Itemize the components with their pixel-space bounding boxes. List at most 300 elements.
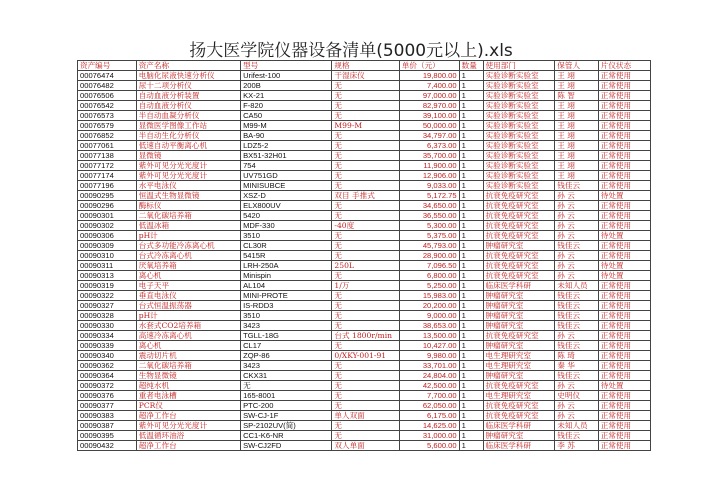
cell-asset-id: 00090306 [78, 231, 137, 241]
cell-quantity: 1 [459, 391, 483, 401]
cell-unit-price: 15,983.00 [399, 291, 459, 301]
cell-department: 抗衰免疫研究室 [483, 211, 555, 221]
table-row [78, 71, 651, 81]
cell-spec: 无 [332, 371, 399, 381]
cell-unit-price: 7,400.00 [399, 81, 459, 91]
cell-asset-name: 自动血液分析装置 [136, 91, 240, 101]
cell-unit-price: 36,550.00 [399, 211, 459, 221]
cell-custodian: 王 翊 [555, 161, 598, 171]
cell-spec: 无 [332, 101, 399, 111]
table-row [78, 351, 651, 361]
cell-status: 正常使用 [598, 431, 650, 441]
cell-status: 正常使用 [598, 101, 650, 111]
cell-department: 临床医学科研 [483, 441, 555, 451]
cell-model: AL104 [241, 281, 332, 291]
cell-asset-id: 00077196 [78, 181, 137, 191]
cell-department: 电生理研究室 [483, 361, 555, 371]
cell-quantity: 1 [459, 381, 483, 391]
cell-asset-id: 00076852 [78, 131, 137, 141]
cell-status: 正常使用 [598, 111, 650, 121]
cell-department: 抗衰免疫研究室 [483, 231, 555, 241]
cell-department: 肿瘤研究室 [483, 291, 555, 301]
cell-model: CKX31 [241, 371, 332, 381]
cell-custodian: 陈 琦 [555, 351, 598, 361]
cell-department: 实验诊断实验室 [483, 131, 555, 141]
cell-model: CL30R [241, 241, 332, 251]
table-row [78, 261, 651, 271]
cell-model: 165-8001 [241, 391, 332, 401]
cell-status: 正常使用 [598, 331, 650, 341]
cell-unit-price: 50,000.00 [399, 121, 459, 131]
table-row [78, 401, 651, 411]
cell-unit-price: 33,701.00 [399, 361, 459, 371]
cell-unit-price: 19,800.00 [399, 71, 459, 81]
table-row [78, 281, 651, 291]
table-row [78, 421, 651, 431]
cell-asset-name: 震动切片机 [136, 351, 240, 361]
cell-asset-id: 00077174 [78, 171, 137, 181]
cell-department: 实验诊断实验室 [483, 161, 555, 171]
cell-unit-price: 82,970.00 [399, 101, 459, 111]
cell-department: 实验诊断实验室 [483, 121, 555, 131]
cell-status: 正常使用 [598, 171, 650, 181]
cell-quantity: 1 [459, 171, 483, 181]
cell-department: 实验诊断实验室 [483, 171, 555, 181]
cell-spec: 1/万 [332, 281, 399, 291]
cell-asset-id: 00090310 [78, 251, 137, 261]
cell-asset-name: pH计 [136, 311, 240, 321]
cell-status: 正常使用 [598, 161, 650, 171]
cell-department: 实验诊断实验室 [483, 111, 555, 121]
cell-asset-name: 台式恒温振荡器 [136, 301, 240, 311]
cell-asset-name: 厌氧培养箱 [136, 261, 240, 271]
cell-quantity: 1 [459, 421, 483, 431]
cell-asset-name: 电子天平 [136, 281, 240, 291]
cell-spec: 无 [332, 311, 399, 321]
cell-department: 抗衰免疫研究室 [483, 201, 555, 211]
cell-unit-price: 6,175.00 [399, 411, 459, 421]
cell-unit-price: 34,650.00 [399, 201, 459, 211]
table-row [78, 251, 651, 261]
cell-asset-id: 00090364 [78, 371, 137, 381]
cell-custodian: 孙 云 [555, 231, 598, 241]
cell-custodian: 孙 云 [555, 211, 598, 221]
cell-spec: 无 [332, 361, 399, 371]
cell-model: ELX800UV [241, 201, 332, 211]
cell-asset-id: 00090301 [78, 211, 137, 221]
cell-asset-name: 显微医学图像工作站 [136, 121, 240, 131]
cell-model: MINISUBCE [241, 181, 332, 191]
table-row [78, 431, 651, 441]
cell-unit-price: 42,500.00 [399, 381, 459, 391]
header-asset-name: 资产名称 [136, 61, 240, 71]
cell-department: 肿瘤研究室 [483, 431, 555, 441]
cell-spec: 无 [332, 251, 399, 261]
table-row [78, 341, 651, 351]
cell-custodian: 未知人员 [555, 421, 598, 431]
cell-custodian: 钱佳云 [555, 241, 598, 251]
cell-model: Urifest-100 [241, 71, 332, 81]
cell-model: 无 [241, 381, 332, 391]
cell-status: 正常使用 [598, 201, 650, 211]
header-quantity: 数量 [459, 61, 483, 71]
cell-custodian: 王 翊 [555, 81, 598, 91]
cell-asset-name: 显微镜 [136, 151, 240, 161]
table-row [78, 101, 651, 111]
cell-spec: 无 [332, 381, 399, 391]
header-department: 使用部门 [483, 61, 555, 71]
cell-department: 实验诊断实验室 [483, 151, 555, 161]
cell-asset-id: 00090295 [78, 191, 137, 201]
cell-spec: 无 [332, 231, 399, 241]
table-row [78, 141, 651, 151]
cell-quantity: 1 [459, 91, 483, 101]
cell-custodian: 王 翊 [555, 71, 598, 81]
cell-asset-name: 低温循环油浴 [136, 431, 240, 441]
cell-asset-id: 00090296 [78, 201, 137, 211]
cell-custodian: 孙 云 [555, 271, 598, 281]
cell-spec: 250L [332, 261, 399, 271]
cell-spec: 无 [332, 171, 399, 181]
cell-custodian: 钱佳云 [555, 431, 598, 441]
cell-department: 电生理研究室 [483, 351, 555, 361]
cell-unit-price: 9,033.00 [399, 181, 459, 191]
cell-custodian: 钱佳云 [555, 291, 598, 301]
cell-spec: 无 [332, 91, 399, 101]
cell-quantity: 1 [459, 221, 483, 231]
cell-asset-id: 00090376 [78, 391, 137, 401]
cell-spec: 无 [332, 241, 399, 251]
cell-asset-name: 酶标仪 [136, 201, 240, 211]
cell-model: MINI-PROTE [241, 291, 332, 301]
cell-spec: 无 [332, 161, 399, 171]
cell-asset-name: 生物显微镜 [136, 371, 240, 381]
cell-asset-id: 00076474 [78, 71, 137, 81]
header-row [78, 61, 651, 71]
cell-status: 正常使用 [598, 141, 650, 151]
cell-asset-name: 尿十二项分析仪 [136, 81, 240, 91]
cell-department: 抗衰免疫研究室 [483, 411, 555, 421]
cell-unit-price: 34,797.00 [399, 131, 459, 141]
cell-quantity: 1 [459, 71, 483, 81]
cell-asset-id: 00090377 [78, 401, 137, 411]
cell-department: 肿瘤研究室 [483, 301, 555, 311]
header-model: 型号 [241, 61, 332, 71]
cell-model: TGLL-18G [241, 331, 332, 341]
cell-status: 待处置 [598, 271, 650, 281]
cell-model: 3423 [241, 361, 332, 371]
cell-quantity: 1 [459, 131, 483, 141]
cell-asset-id: 00076579 [78, 121, 137, 131]
table-row [78, 241, 651, 251]
cell-asset-id: 00090311 [78, 261, 137, 271]
cell-custodian: 秦 华 [555, 361, 598, 371]
cell-quantity: 1 [459, 101, 483, 111]
cell-quantity: 1 [459, 411, 483, 421]
cell-quantity: 1 [459, 351, 483, 361]
cell-custodian: 未知人员 [555, 281, 598, 291]
cell-quantity: 1 [459, 241, 483, 251]
cell-asset-name: 超净工作台 [136, 411, 240, 421]
cell-model: LDZ5-2 [241, 141, 332, 151]
cell-status: 正常使用 [598, 281, 650, 291]
cell-asset-id: 00090330 [78, 321, 137, 331]
cell-quantity: 1 [459, 431, 483, 441]
cell-department: 临床医学科研 [483, 421, 555, 431]
cell-asset-name: 垂直电泳仪 [136, 291, 240, 301]
cell-model: CC1-K6-NR [241, 431, 332, 441]
cell-status: 正常使用 [598, 371, 650, 381]
cell-unit-price: 35,700.00 [399, 151, 459, 161]
cell-quantity: 1 [459, 281, 483, 291]
cell-custodian: 孙 云 [555, 381, 598, 391]
cell-quantity: 1 [459, 361, 483, 371]
cell-asset-id: 00090340 [78, 351, 137, 361]
cell-spec: 干湿床仪 [332, 71, 399, 81]
cell-custodian: 王 翊 [555, 101, 598, 111]
cell-unit-price: 5,300.00 [399, 221, 459, 231]
cell-unit-price: 14,625.00 [399, 421, 459, 431]
cell-status: 待处置 [598, 231, 650, 241]
cell-spec: 无 [332, 271, 399, 281]
table-row [78, 441, 651, 451]
cell-status: 正常使用 [598, 421, 650, 431]
cell-spec: 无 [332, 141, 399, 151]
cell-spec: 无 [332, 131, 399, 141]
cell-quantity: 1 [459, 331, 483, 341]
cell-model: KX-21 [241, 91, 332, 101]
cell-model: 754 [241, 161, 332, 171]
cell-asset-name: 台式冷冻离心机 [136, 251, 240, 261]
cell-asset-name: 自动血液分析仪 [136, 101, 240, 111]
cell-asset-name: 离心机 [136, 271, 240, 281]
cell-asset-name: 台式多功能冷冻离心机 [136, 241, 240, 251]
cell-unit-price: 38,653.00 [399, 321, 459, 331]
cell-asset-name: 水平电泳仪 [136, 181, 240, 191]
cell-unit-price: 5,375.00 [399, 231, 459, 241]
cell-status: 正常使用 [598, 441, 650, 451]
table-row [78, 111, 651, 121]
table-row [78, 361, 651, 371]
cell-quantity: 1 [459, 291, 483, 301]
cell-unit-price: 97,000.00 [399, 91, 459, 101]
cell-asset-name: 紫外可见分光光度计 [136, 421, 240, 431]
cell-status: 正常使用 [598, 401, 650, 411]
cell-asset-name: 半自动生化分析仪 [136, 131, 240, 141]
cell-quantity: 1 [459, 231, 483, 241]
cell-status: 正常使用 [598, 131, 650, 141]
table-row [78, 91, 651, 101]
cell-custodian: 史明仪 [555, 391, 598, 401]
cell-quantity: 1 [459, 81, 483, 91]
cell-asset-name: 低速自动平衡离心机 [136, 141, 240, 151]
cell-quantity: 1 [459, 321, 483, 331]
cell-asset-name: 离心机 [136, 341, 240, 351]
cell-spec: 无 [332, 291, 399, 301]
cell-unit-price: 10,427.00 [399, 341, 459, 351]
cell-custodian: 王 翊 [555, 171, 598, 181]
cell-spec: 无 [332, 391, 399, 401]
cell-status: 正常使用 [598, 351, 650, 361]
cell-model: 200B [241, 81, 332, 91]
cell-spec: 0/XKY-001-91 [332, 351, 399, 361]
cell-model: CA50 [241, 111, 332, 121]
cell-status: 正常使用 [598, 411, 650, 421]
table-row [78, 381, 651, 391]
cell-asset-id: 00090383 [78, 411, 137, 421]
cell-custodian: 钱佳云 [555, 321, 598, 331]
document-title: 扬大医学院仪器设备清单(5000元以上).xls [189, 41, 513, 61]
cell-custodian: 孙 云 [555, 221, 598, 231]
cell-quantity: 1 [459, 341, 483, 351]
cell-status: 正常使用 [598, 91, 650, 101]
cell-spec: M99-M [332, 121, 399, 131]
table-row [78, 331, 651, 341]
cell-asset-id: 00090328 [78, 311, 137, 321]
cell-asset-name: 半自动血凝分析仪 [136, 111, 240, 121]
cell-status: 正常使用 [598, 181, 650, 191]
cell-quantity: 1 [459, 141, 483, 151]
cell-department: 抗衰免疫研究室 [483, 261, 555, 271]
cell-spec: 无 [332, 431, 399, 441]
cell-spec: 无 [332, 201, 399, 211]
table-row [78, 301, 651, 311]
table-row [78, 131, 651, 141]
cell-quantity: 1 [459, 311, 483, 321]
cell-status: 正常使用 [598, 311, 650, 321]
cell-unit-price: 5,600.00 [399, 441, 459, 451]
cell-quantity: 1 [459, 251, 483, 261]
cell-department: 肿瘤研究室 [483, 341, 555, 351]
cell-department: 抗衰免疫研究室 [483, 331, 555, 341]
cell-status: 正常使用 [598, 391, 650, 401]
cell-status: 正常使用 [598, 81, 650, 91]
cell-spec: 无 [332, 211, 399, 221]
header-asset-id: 资产编号 [78, 61, 137, 71]
cell-unit-price: 7,700.00 [399, 391, 459, 401]
cell-spec: 无 [332, 151, 399, 161]
equipment-table [77, 60, 651, 451]
cell-model: MDF-330 [241, 221, 332, 231]
cell-status: 正常使用 [598, 151, 650, 161]
cell-asset-name: 超净工作台 [136, 441, 240, 451]
cell-model: ZQP-86 [241, 351, 332, 361]
cell-model: CL17 [241, 341, 332, 351]
cell-quantity: 1 [459, 271, 483, 281]
cell-unit-price: 9,980.00 [399, 351, 459, 361]
cell-quantity: 1 [459, 371, 483, 381]
cell-custodian: 钱佳云 [555, 301, 598, 311]
table-row [78, 391, 651, 401]
cell-status: 待处置 [598, 381, 650, 391]
cell-unit-price: 45,793.00 [399, 241, 459, 251]
cell-quantity: 1 [459, 211, 483, 221]
cell-asset-name: 紫外可见分光光度计 [136, 171, 240, 181]
cell-asset-id: 00076482 [78, 81, 137, 91]
header-unit-price: 单价（元） [399, 61, 459, 71]
header-spec: 规格 [332, 61, 399, 71]
cell-department: 抗衰免疫研究室 [483, 221, 555, 231]
cell-asset-id: 00090319 [78, 281, 137, 291]
cell-asset-id: 00090339 [78, 341, 137, 351]
cell-department: 肿瘤研究室 [483, 311, 555, 321]
cell-model: BA-90 [241, 131, 332, 141]
cell-spec: -40度 [332, 221, 399, 231]
cell-custodian: 孙 云 [555, 191, 598, 201]
cell-department: 肿瘤研究室 [483, 371, 555, 381]
cell-quantity: 1 [459, 401, 483, 411]
cell-department: 实验诊断实验室 [483, 91, 555, 101]
cell-model: 5420 [241, 211, 332, 221]
table-row [78, 271, 651, 281]
cell-model: UV751GD [241, 171, 332, 181]
cell-custodian: 钱佳云 [555, 181, 598, 191]
cell-unit-price: 13,500.00 [399, 331, 459, 341]
table-body [78, 71, 651, 451]
table-row [78, 81, 651, 91]
cell-spec: 单人双面 [332, 411, 399, 421]
cell-custodian: 孙 云 [555, 201, 598, 211]
cell-asset-name: 电脑化尿液快速分析仪 [136, 71, 240, 81]
cell-department: 临床医学科研 [483, 281, 555, 291]
header-custodian: 保管人 [555, 61, 598, 71]
cell-quantity: 1 [459, 441, 483, 451]
cell-unit-price: 9,000.00 [399, 311, 459, 321]
cell-asset-name: 超纯水机 [136, 381, 240, 391]
table-row [78, 181, 651, 191]
cell-status: 正常使用 [598, 211, 650, 221]
table-row [78, 231, 651, 241]
cell-unit-price: 6,800.00 [399, 271, 459, 281]
cell-department: 肿瘤研究室 [483, 321, 555, 331]
cell-asset-id: 00076542 [78, 101, 137, 111]
cell-quantity: 1 [459, 191, 483, 201]
cell-spec: 无 [332, 181, 399, 191]
cell-custodian: 孙 云 [555, 331, 598, 341]
cell-quantity: 1 [459, 121, 483, 131]
table-row [78, 291, 651, 301]
cell-department: 实验诊断实验室 [483, 81, 555, 91]
cell-model: 5415R [241, 251, 332, 261]
cell-unit-price: 12,906.00 [399, 171, 459, 181]
cell-status: 正常使用 [598, 121, 650, 131]
cell-asset-id: 00090395 [78, 431, 137, 441]
cell-asset-id: 00076573 [78, 111, 137, 121]
cell-unit-price: 6,373.00 [399, 141, 459, 151]
table-row [78, 311, 651, 321]
cell-model: 3423 [241, 321, 332, 331]
cell-spec: 台式 1800r/min [332, 331, 399, 341]
cell-quantity: 1 [459, 111, 483, 121]
cell-status: 正常使用 [598, 291, 650, 301]
cell-custodian: 李 苏 [555, 441, 598, 451]
cell-department: 抗衰免疫研究室 [483, 271, 555, 281]
table-row [78, 321, 651, 331]
cell-status: 正常使用 [598, 301, 650, 311]
cell-asset-name: 低温冰箱 [136, 221, 240, 231]
cell-unit-price: 11,900.00 [399, 161, 459, 171]
cell-asset-id: 00090327 [78, 301, 137, 311]
cell-spec: 无 [332, 81, 399, 91]
cell-custodian: 王 翊 [555, 131, 598, 141]
cell-quantity: 1 [459, 151, 483, 161]
cell-department: 实验诊断实验室 [483, 141, 555, 151]
cell-asset-id: 00077061 [78, 141, 137, 151]
cell-status: 正常使用 [598, 221, 650, 231]
cell-model: IS-RDD3 [241, 301, 332, 311]
cell-unit-price: 24,804.00 [399, 371, 459, 381]
cell-spec: 无 [332, 111, 399, 121]
